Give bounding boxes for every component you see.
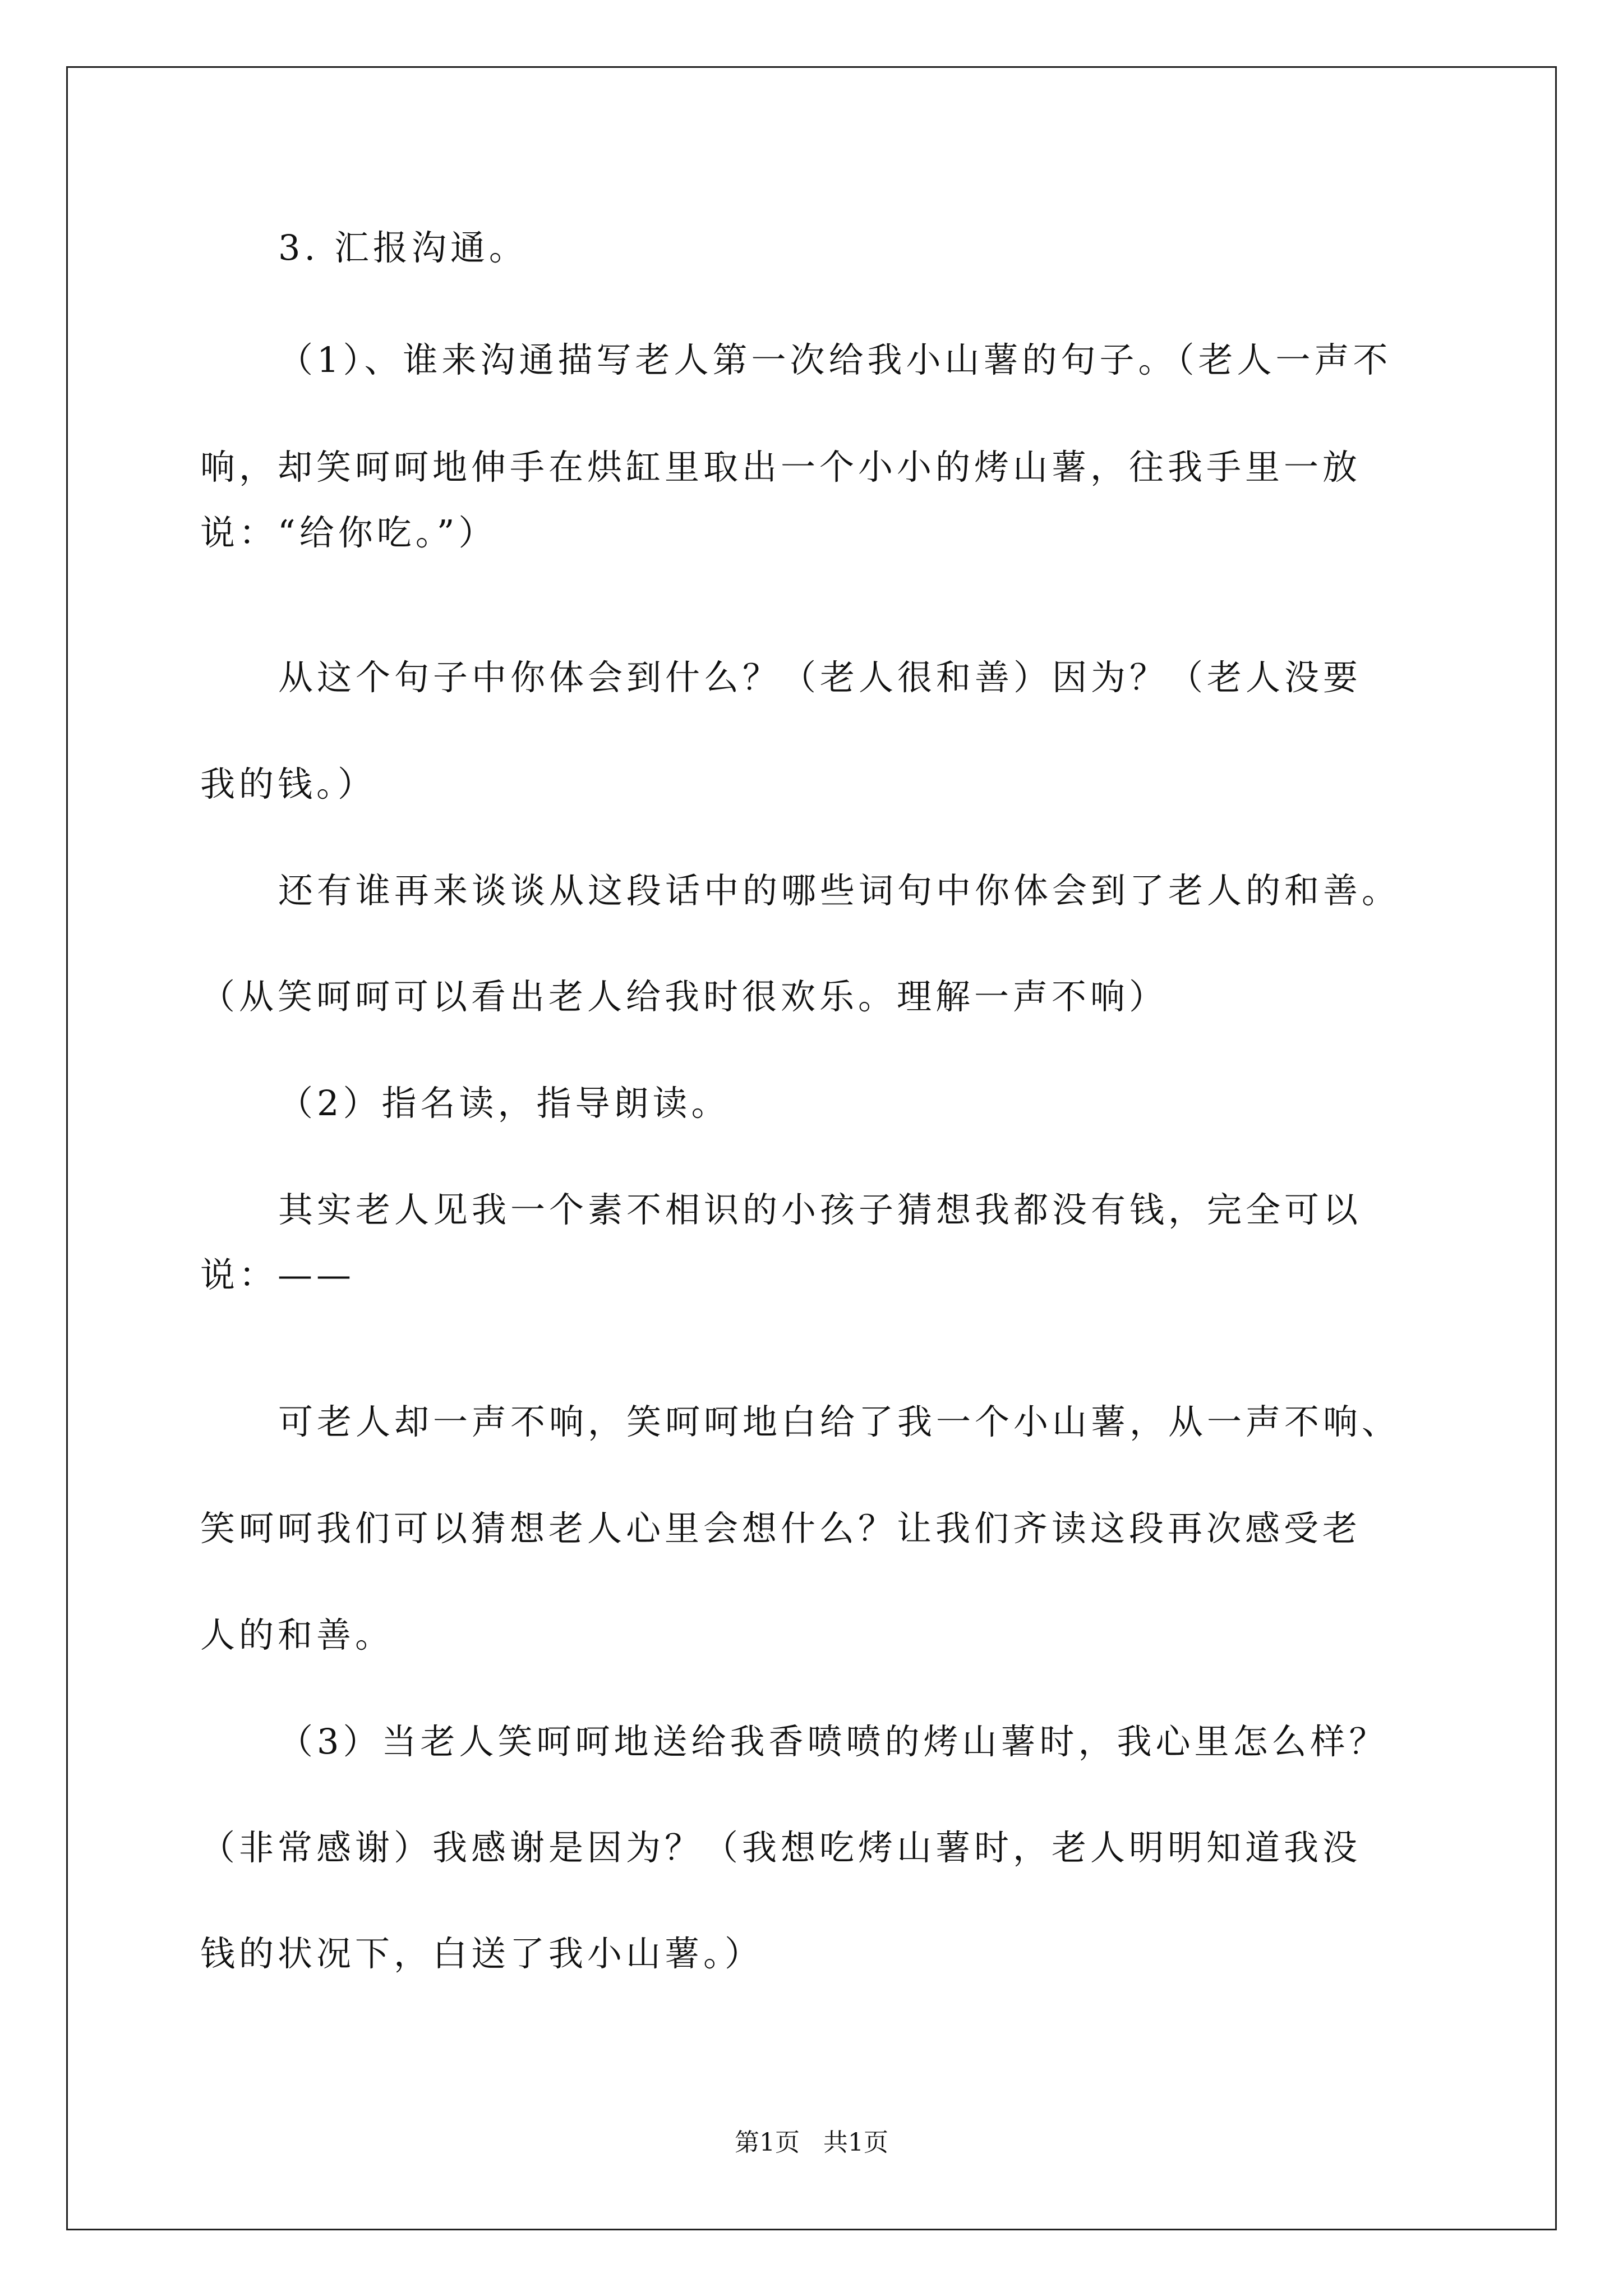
text-line: （从笑呵呵可以看出老人给我时很欢乐。理解一声不响） — [200, 976, 1168, 1017]
text-line: （非常感谢）我感谢是因为？（我想吃烤山薯时，老人明明知道我没 — [200, 1827, 1362, 1868]
page-border — [66, 66, 1557, 2230]
text-line: 笑呵呵我们可以猜想老人心里会想什么？让我们齐读这段再次感受老 — [200, 1508, 1362, 1549]
text-line: 钱的状况下，白送了我小山薯。） — [200, 1933, 764, 1974]
text-line: （2）指名读，指导朗读。 — [278, 1083, 730, 1124]
text-line: 其实老人见我一个素不相识的小孩子猜想我都没有钱，完全可以 — [278, 1189, 1362, 1230]
text-line: 响，却笑呵呵地伸手在烘缸里取出一个小小的烤山薯，往我手里一放 — [200, 447, 1362, 487]
text-line: （1）、谁来沟通描写老人第一次给我小山薯的句子。（老人一声不 — [278, 339, 1392, 380]
text-line: 还有谁再来谈谈从这段话中的哪些词句中你体会到了老人的和善。 — [278, 870, 1401, 911]
text-line: 3. 汇报沟通。 — [278, 227, 528, 268]
text-line: 从这个句子中你体会到什么？（老人很和善）因为？（老人没要 — [278, 657, 1362, 698]
text-line: 说：“给你吃。”） — [200, 512, 497, 553]
text-line: 人的和善。 — [200, 1614, 394, 1655]
page-footer: 第1页 共1页 — [735, 2128, 888, 2157]
text-line: （3）当老人笑呵呵地送给我香喷喷的烤山薯时，我心里怎么样？ — [278, 1721, 1388, 1762]
text-line: 说：—— — [200, 1254, 356, 1295]
text-line: 可老人却一声不响，笑呵呵地白给了我一个小山薯，从一声不响、 — [278, 1401, 1401, 1442]
text-line: 我的钱。） — [200, 763, 377, 804]
